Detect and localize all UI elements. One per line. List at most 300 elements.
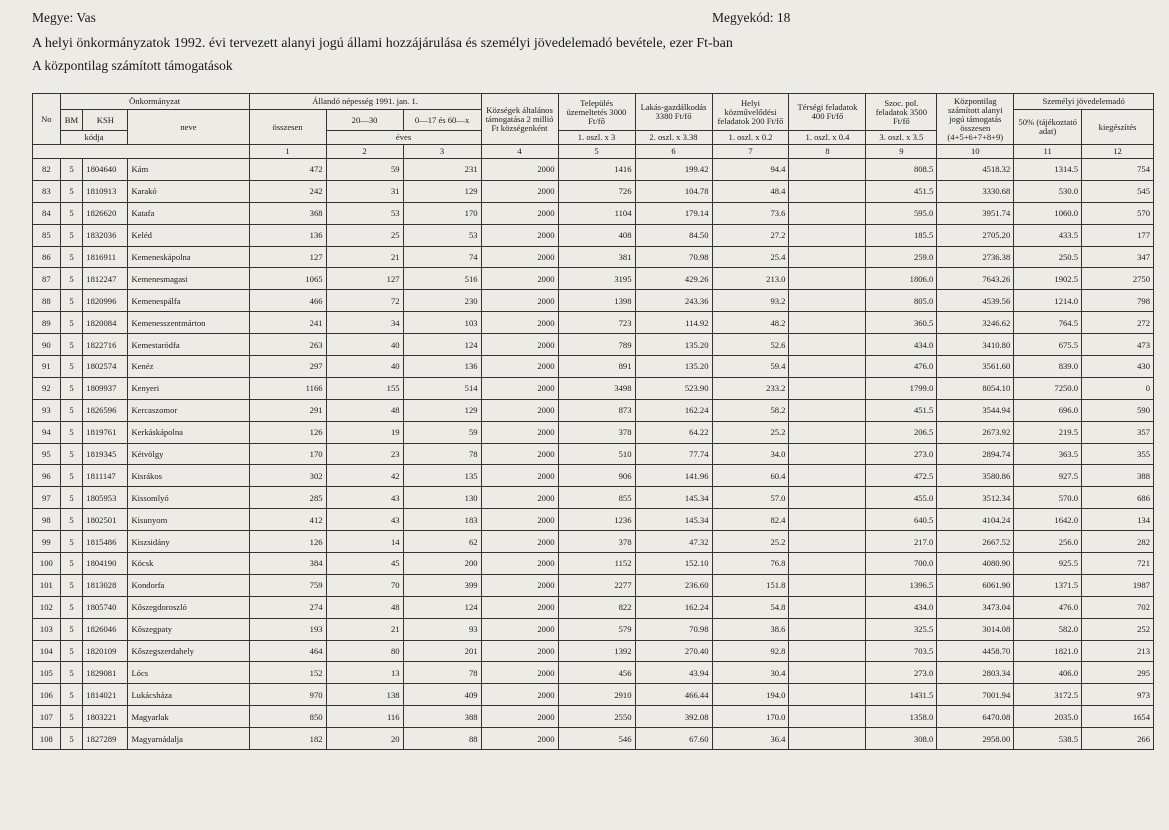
- cell-szoc: 451.5: [866, 399, 937, 421]
- colnum-10: 10: [937, 145, 1014, 159]
- table-row: [33, 268, 1154, 290]
- table-row: [33, 399, 1154, 421]
- cell-neve: Kerkáskápolna: [128, 421, 249, 443]
- cell-no: 88: [33, 290, 61, 312]
- cell-osszesen: 464: [249, 640, 326, 662]
- table-row: [33, 553, 1154, 575]
- cell-szja-50: 1902.5: [1014, 268, 1082, 290]
- cell-ksh: 1805953: [83, 487, 128, 509]
- cell-szja-50: 1314.5: [1014, 159, 1082, 181]
- cell-ksh: 1820109: [83, 640, 128, 662]
- col-bm-header: BM: [60, 110, 83, 131]
- cell-age-0-17: 93: [403, 618, 481, 640]
- cell-age-0-17: 231: [403, 159, 481, 181]
- cell-kozsegek: 2000: [481, 334, 558, 356]
- cell-lakas: 70.98: [635, 618, 712, 640]
- cell-age-20-30: 25: [326, 224, 403, 246]
- cell-telepules: 579: [558, 618, 635, 640]
- col-neve-header: neve: [128, 110, 249, 145]
- cell-helyi: 52.6: [712, 334, 789, 356]
- cell-age-20-30: 45: [326, 553, 403, 575]
- table-row: [33, 377, 1154, 399]
- document-title: A helyi önkormányzatok 1992. évi tervezett alanyi jogú állami hozzájárulása és személyi jövedelemadó bevétele, ezer Ft-ban: [32, 36, 733, 51]
- cell-age-20-30: 13: [326, 662, 403, 684]
- table-row: [33, 421, 1154, 443]
- colnum-9: 9: [866, 145, 937, 159]
- cell-szoc: 259.0: [866, 246, 937, 268]
- cell-lakas: 145.34: [635, 487, 712, 509]
- cell-no: 91: [33, 356, 61, 378]
- cell-age-0-17: 124: [403, 596, 481, 618]
- cell-kozsegek: 2000: [481, 553, 558, 575]
- cell-neve: Kiszsidány: [128, 531, 249, 553]
- cell-age-20-30: 40: [326, 356, 403, 378]
- cell-szoc: 434.0: [866, 596, 937, 618]
- cell-kiegeszites: 473: [1082, 334, 1154, 356]
- cell-osszesen: 970: [249, 684, 326, 706]
- cell-szja-50: 2035.0: [1014, 706, 1082, 728]
- cell-age-0-17: 514: [403, 377, 481, 399]
- cell-kiegeszites: 347: [1082, 246, 1154, 268]
- cell-szoc: 1431.5: [866, 684, 937, 706]
- cell-no: 108: [33, 728, 61, 750]
- cell-osszesen: 384: [249, 553, 326, 575]
- cell-szja-50: 250.5: [1014, 246, 1082, 268]
- colnum-spacer: [33, 145, 250, 159]
- cell-ksh: 1802574: [83, 356, 128, 378]
- cell-age-20-30: 72: [326, 290, 403, 312]
- table-row: [33, 531, 1154, 553]
- cell-szja-50: 219.5: [1014, 421, 1082, 443]
- cell-szja-50: 3172.5: [1014, 684, 1082, 706]
- cell-szja-50: 406.0: [1014, 662, 1082, 684]
- col-kozpontilag-header: Központilag számított alanyi jogú támogatás összesen (4+5+6+7+8+9): [937, 94, 1014, 145]
- formula-tersegi: 1. oszl. x 0.4: [789, 131, 866, 145]
- cell-age-20-30: 40: [326, 334, 403, 356]
- cell-lakas: 429.26: [635, 268, 712, 290]
- table-row: [33, 443, 1154, 465]
- cell-tersegi: [789, 509, 866, 531]
- cell-telepules: 873: [558, 399, 635, 421]
- cell-age-20-30: 31: [326, 180, 403, 202]
- cell-helyi: 30.4: [712, 662, 789, 684]
- cell-ksh: 1826620: [83, 202, 128, 224]
- cell-telepules: 2910: [558, 684, 635, 706]
- cell-age-20-30: 59: [326, 159, 403, 181]
- table-row: [33, 290, 1154, 312]
- cell-no: 96: [33, 465, 61, 487]
- cell-szoc: 206.5: [866, 421, 937, 443]
- cell-osszesen: 126: [249, 421, 326, 443]
- cell-kozpontilag: 4539.56: [937, 290, 1014, 312]
- cell-neve: Kondorfa: [128, 574, 249, 596]
- cell-szja-50: 363.5: [1014, 443, 1082, 465]
- cell-age-0-17: 78: [403, 662, 481, 684]
- cell-ksh: 1802501: [83, 509, 128, 531]
- cell-neve: Kemeneskápolna: [128, 246, 249, 268]
- cell-szja-50: 1060.0: [1014, 202, 1082, 224]
- cell-kozpontilag: 2894.74: [937, 443, 1014, 465]
- cell-telepules: 2550: [558, 706, 635, 728]
- cell-kozpontilag: 3580.86: [937, 465, 1014, 487]
- cell-kozsegek: 2000: [481, 531, 558, 553]
- colnum-5: 5: [558, 145, 635, 159]
- cell-bm: 5: [60, 662, 83, 684]
- cell-helyi: 27.2: [712, 224, 789, 246]
- cell-tersegi: [789, 334, 866, 356]
- table-row: [33, 356, 1154, 378]
- cell-neve: Keléd: [128, 224, 249, 246]
- cell-szja-50: 530.0: [1014, 180, 1082, 202]
- cell-lakas: 114.92: [635, 312, 712, 334]
- col-nepesseg-header: Állandó népesség 1991. jan. 1.: [249, 94, 481, 110]
- table-body: [33, 159, 1154, 750]
- cell-no: 102: [33, 596, 61, 618]
- cell-szja-50: 538.5: [1014, 728, 1082, 750]
- cell-helyi: 59.4: [712, 356, 789, 378]
- cell-szja-50: 433.5: [1014, 224, 1082, 246]
- table-row: [33, 509, 1154, 531]
- cell-neve: Karakó: [128, 180, 249, 202]
- cell-neve: Kissomlyó: [128, 487, 249, 509]
- cell-tersegi: [789, 465, 866, 487]
- cell-tersegi: [789, 399, 866, 421]
- cell-szoc: 595.0: [866, 202, 937, 224]
- cell-szoc: 434.0: [866, 334, 937, 356]
- table-row: [33, 596, 1154, 618]
- cell-kozpontilag: 2958.00: [937, 728, 1014, 750]
- cell-kozpontilag: 3473.04: [937, 596, 1014, 618]
- cell-kozsegek: 2000: [481, 224, 558, 246]
- cell-neve: Lukácsháza: [128, 684, 249, 706]
- cell-kozpontilag: 2673.92: [937, 421, 1014, 443]
- cell-bm: 5: [60, 334, 83, 356]
- cell-kozpontilag: 4518.32: [937, 159, 1014, 181]
- cell-szja-50: 1821.0: [1014, 640, 1082, 662]
- cell-szoc: 640.5: [866, 509, 937, 531]
- cell-szoc: 451.5: [866, 180, 937, 202]
- cell-no: 86: [33, 246, 61, 268]
- cell-telepules: 1416: [558, 159, 635, 181]
- cell-helyi: 82.4: [712, 509, 789, 531]
- cell-telepules: 822: [558, 596, 635, 618]
- cell-age-20-30: 138: [326, 684, 403, 706]
- colnum-11: 11: [1014, 145, 1082, 159]
- cell-kozpontilag: 4104.24: [937, 509, 1014, 531]
- cell-age-20-30: 48: [326, 596, 403, 618]
- cell-kozsegek: 2000: [481, 268, 558, 290]
- document-subtitle: A központilag számított támogatások: [32, 58, 233, 73]
- cell-szja-50: 927.5: [1014, 465, 1082, 487]
- cell-no: 83: [33, 180, 61, 202]
- cell-helyi: 57.0: [712, 487, 789, 509]
- cell-ksh: 1827289: [83, 728, 128, 750]
- cell-helyi: 92.8: [712, 640, 789, 662]
- cell-osszesen: 412: [249, 509, 326, 531]
- cell-telepules: 789: [558, 334, 635, 356]
- table-row: [33, 728, 1154, 750]
- cell-lakas: 67.60: [635, 728, 712, 750]
- cell-szoc: 1358.0: [866, 706, 937, 728]
- table-row: [33, 180, 1154, 202]
- cell-kozsegek: 2000: [481, 443, 558, 465]
- cell-kozsegek: 2000: [481, 312, 558, 334]
- cell-age-0-17: 130: [403, 487, 481, 509]
- colnum-2: 2: [326, 145, 403, 159]
- cell-bm: 5: [60, 684, 83, 706]
- cell-tersegi: [789, 421, 866, 443]
- cell-age-20-30: 127: [326, 268, 403, 290]
- table-row: [33, 465, 1154, 487]
- col-ksh-header: KSH: [83, 110, 128, 131]
- county-label: Megye: Vas: [32, 10, 96, 25]
- cell-neve: Kemenesmagasi: [128, 268, 249, 290]
- cell-no: 90: [33, 334, 61, 356]
- cell-no: 97: [33, 487, 61, 509]
- col-szoc-header: Szoc. pol. feladatok 3500 Ft/fő: [866, 94, 937, 131]
- cell-neve: Katafa: [128, 202, 249, 224]
- cell-tersegi: [789, 596, 866, 618]
- cell-telepules: 906: [558, 465, 635, 487]
- cell-no: 105: [33, 662, 61, 684]
- colnum-4: 4: [481, 145, 558, 159]
- cell-kozsegek: 2000: [481, 487, 558, 509]
- cell-kozpontilag: 7001.94: [937, 684, 1014, 706]
- cell-kozsegek: 2000: [481, 509, 558, 531]
- cell-szja-50: 1371.5: [1014, 574, 1082, 596]
- cell-lakas: 392.08: [635, 706, 712, 728]
- cell-age-20-30: 43: [326, 487, 403, 509]
- cell-no: 99: [33, 531, 61, 553]
- cell-lakas: 47.32: [635, 531, 712, 553]
- cell-age-0-17: 53: [403, 224, 481, 246]
- cell-osszesen: 241: [249, 312, 326, 334]
- cell-age-0-17: 129: [403, 399, 481, 421]
- table-row: [33, 618, 1154, 640]
- cell-bm: 5: [60, 443, 83, 465]
- cell-ksh: 1820996: [83, 290, 128, 312]
- cell-szoc: 325.5: [866, 618, 937, 640]
- cell-bm: 5: [60, 728, 83, 750]
- cell-no: 95: [33, 443, 61, 465]
- cell-age-20-30: 14: [326, 531, 403, 553]
- cell-osszesen: 285: [249, 487, 326, 509]
- cell-age-20-30: 21: [326, 618, 403, 640]
- cell-bm: 5: [60, 553, 83, 575]
- cell-kozsegek: 2000: [481, 640, 558, 662]
- cell-kozpontilag: 3512.34: [937, 487, 1014, 509]
- cell-kiegeszites: 2750: [1082, 268, 1154, 290]
- col-helyi-header: Helyi közművelődési feladatok 200 Ft/fő: [712, 94, 789, 131]
- cell-kozsegek: 2000: [481, 290, 558, 312]
- cell-tersegi: [789, 618, 866, 640]
- table-row: [33, 487, 1154, 509]
- cell-osszesen: 302: [249, 465, 326, 487]
- cell-neve: Kétvölgy: [128, 443, 249, 465]
- cell-bm: 5: [60, 640, 83, 662]
- cell-neve: Kisrákos: [128, 465, 249, 487]
- cell-bm: 5: [60, 618, 83, 640]
- cell-szoc: 217.0: [866, 531, 937, 553]
- cell-szoc: 703.5: [866, 640, 937, 662]
- cell-helyi: 25.4: [712, 246, 789, 268]
- cell-telepules: 456: [558, 662, 635, 684]
- cell-telepules: 1398: [558, 290, 635, 312]
- cell-szja-50: 764.5: [1014, 312, 1082, 334]
- cell-osszesen: 263: [249, 334, 326, 356]
- cell-bm: 5: [60, 531, 83, 553]
- cell-telepules: 510: [558, 443, 635, 465]
- cell-kiegeszites: 355: [1082, 443, 1154, 465]
- cell-tersegi: [789, 706, 866, 728]
- cell-kiegeszites: 388: [1082, 465, 1154, 487]
- cell-szja-50: 696.0: [1014, 399, 1082, 421]
- cell-szoc: 472.5: [866, 465, 937, 487]
- cell-szja-50: 7250.0: [1014, 377, 1082, 399]
- cell-helyi: 48.2: [712, 312, 789, 334]
- cell-osszesen: 127: [249, 246, 326, 268]
- formula-helyi: 1. oszl. x 0.2: [712, 131, 789, 145]
- cell-kozpontilag: 4080.90: [937, 553, 1014, 575]
- cell-neve: Lócs: [128, 662, 249, 684]
- cell-tersegi: [789, 224, 866, 246]
- cell-tersegi: [789, 312, 866, 334]
- cell-telepules: 1152: [558, 553, 635, 575]
- cell-szoc: 1806.0: [866, 268, 937, 290]
- cell-lakas: 43.94: [635, 662, 712, 684]
- cell-lakas: 135.20: [635, 356, 712, 378]
- cell-szoc: 700.0: [866, 553, 937, 575]
- cell-age-0-17: 200: [403, 553, 481, 575]
- cell-neve: Kám: [128, 159, 249, 181]
- formula-szoc: 3. oszl. x 3.5: [866, 131, 937, 145]
- cell-neve: Köcsk: [128, 553, 249, 575]
- cell-kozsegek: 2000: [481, 596, 558, 618]
- formula-lakas: 2. oszl. x 3.38: [635, 131, 712, 145]
- cell-kozpontilag: 3410.80: [937, 334, 1014, 356]
- cell-kiegeszites: 1987: [1082, 574, 1154, 596]
- cell-neve: Kőszegszerdahely: [128, 640, 249, 662]
- col-eves-header: éves: [326, 131, 481, 145]
- cell-kozpontilag: 3561.60: [937, 356, 1014, 378]
- colnum-3: 3: [403, 145, 481, 159]
- col-kiegeszites-header: kiegészítés: [1082, 110, 1154, 145]
- cell-age-20-30: 116: [326, 706, 403, 728]
- cell-age-0-17: 124: [403, 334, 481, 356]
- cell-szja-50: 256.0: [1014, 531, 1082, 553]
- cell-telepules: 381: [558, 246, 635, 268]
- cell-kozpontilag: 8054.10: [937, 377, 1014, 399]
- cell-ksh: 1815486: [83, 531, 128, 553]
- cell-kozsegek: 2000: [481, 465, 558, 487]
- cell-bm: 5: [60, 290, 83, 312]
- cell-age-0-17: 129: [403, 180, 481, 202]
- cell-bm: 5: [60, 706, 83, 728]
- cell-ksh: 1810913: [83, 180, 128, 202]
- cell-age-0-17: 135: [403, 465, 481, 487]
- cell-telepules: 1392: [558, 640, 635, 662]
- cell-age-0-17: 88: [403, 728, 481, 750]
- cell-age-0-17: 201: [403, 640, 481, 662]
- table-row: [33, 202, 1154, 224]
- formula-telepules: 1. oszl. x 3: [558, 131, 635, 145]
- cell-telepules: 723: [558, 312, 635, 334]
- cell-ksh: 1804640: [83, 159, 128, 181]
- cell-bm: 5: [60, 312, 83, 334]
- cell-neve: Kőszegdoroszló: [128, 596, 249, 618]
- cell-bm: 5: [60, 596, 83, 618]
- col-no-header: No: [33, 94, 61, 145]
- cell-kiegeszites: 134: [1082, 509, 1154, 531]
- cell-bm: 5: [60, 356, 83, 378]
- cell-szja-50: 476.0: [1014, 596, 1082, 618]
- cell-kiegeszites: 282: [1082, 531, 1154, 553]
- cell-bm: 5: [60, 509, 83, 531]
- cell-age-0-17: 230: [403, 290, 481, 312]
- cell-kozpontilag: 6470.08: [937, 706, 1014, 728]
- colnum-1: 1: [249, 145, 326, 159]
- cell-kiegeszites: 0: [1082, 377, 1154, 399]
- table-row: [33, 312, 1154, 334]
- cell-helyi: 233.2: [712, 377, 789, 399]
- cell-osszesen: 368: [249, 202, 326, 224]
- cell-tersegi: [789, 246, 866, 268]
- cell-telepules: 726: [558, 180, 635, 202]
- cell-kozsegek: 2000: [481, 180, 558, 202]
- col-age-0-17-header: 0—17 és 60—x: [403, 110, 481, 131]
- cell-lakas: 236.60: [635, 574, 712, 596]
- cell-ksh: 1804190: [83, 553, 128, 575]
- cell-age-20-30: 70: [326, 574, 403, 596]
- col-age-20-30-header: 20—30: [326, 110, 403, 131]
- cell-age-20-30: 80: [326, 640, 403, 662]
- cell-tersegi: [789, 443, 866, 465]
- cell-kozpontilag: 3544.94: [937, 399, 1014, 421]
- cell-ksh: 1826596: [83, 399, 128, 421]
- cell-lakas: 466.44: [635, 684, 712, 706]
- cell-kozpontilag: 3246.62: [937, 312, 1014, 334]
- cell-szoc: 308.0: [866, 728, 937, 750]
- cell-szoc: 476.0: [866, 356, 937, 378]
- cell-osszesen: 274: [249, 596, 326, 618]
- cell-bm: 5: [60, 399, 83, 421]
- cell-tersegi: [789, 487, 866, 509]
- cell-neve: Kenéz: [128, 356, 249, 378]
- cell-helyi: 25.2: [712, 421, 789, 443]
- cell-szja-50: 839.0: [1014, 356, 1082, 378]
- col-kozsegek-header: Községek általános támogatása 2 millió Ft községenként: [481, 94, 558, 145]
- cell-bm: 5: [60, 246, 83, 268]
- cell-osszesen: 152: [249, 662, 326, 684]
- cell-tersegi: [789, 684, 866, 706]
- cell-ksh: 1822716: [83, 334, 128, 356]
- cell-kiegeszites: 686: [1082, 487, 1154, 509]
- cell-ksh: 1803221: [83, 706, 128, 728]
- cell-age-0-17: 59: [403, 421, 481, 443]
- cell-kiegeszites: 430: [1082, 356, 1154, 378]
- col-kodja-header: kódja: [60, 131, 128, 145]
- data-table: [32, 93, 1154, 750]
- cell-osszesen: 242: [249, 180, 326, 202]
- cell-szja-50: 1214.0: [1014, 290, 1082, 312]
- cell-ksh: 1820084: [83, 312, 128, 334]
- cell-bm: 5: [60, 377, 83, 399]
- cell-age-20-30: 155: [326, 377, 403, 399]
- cell-age-0-17: 399: [403, 574, 481, 596]
- cell-no: 94: [33, 421, 61, 443]
- table-row: [33, 640, 1154, 662]
- cell-age-20-30: 19: [326, 421, 403, 443]
